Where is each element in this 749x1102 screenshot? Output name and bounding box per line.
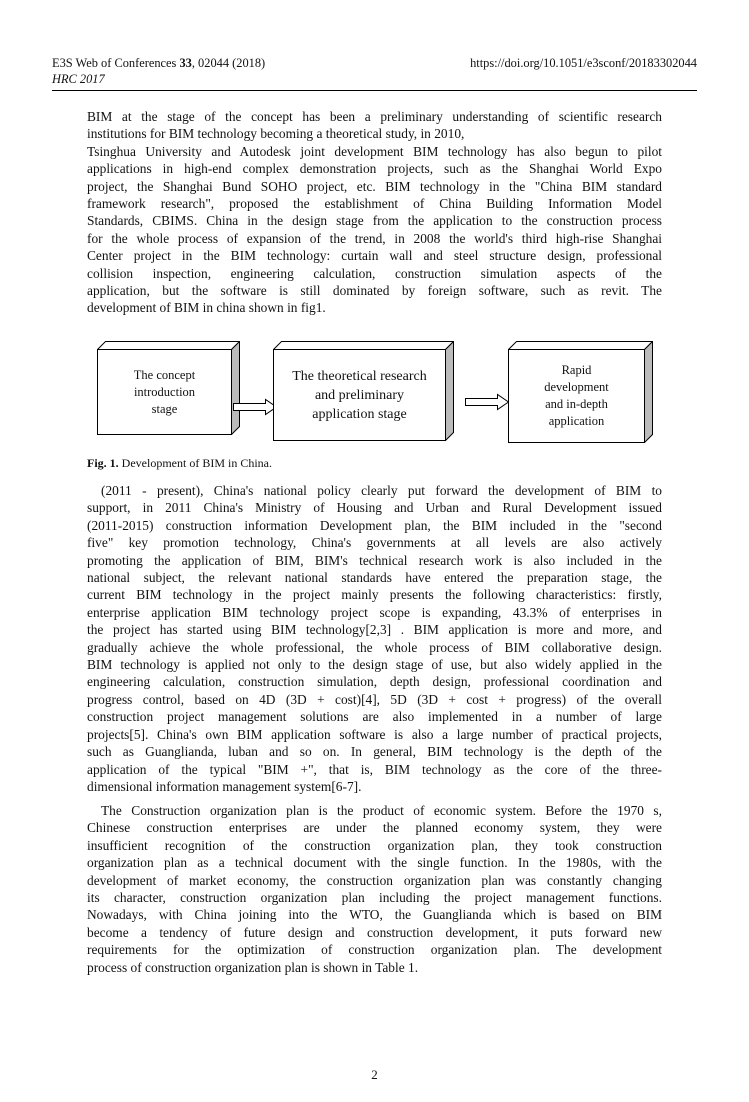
text-line: The Construction organization plan is the product of economic system. Before the 1970 s, (101, 803, 662, 818)
text-line: become a tendency of future design and construction development, it puts forward new (87, 924, 662, 940)
text-line: Standards, CBIMS. China in the design stage from the application to the construction process (87, 213, 662, 229)
text-line: project, the Shanghai Bund SOHO project, etc. BIM technology in the "China BIM standard (87, 178, 662, 194)
stage-box-rapid (508, 341, 653, 443)
box-line: and in-depth (545, 397, 608, 411)
paragraph-2 (87, 482, 662, 795)
text-line: (2011 - present), China's national policy clearly put forward the development of BIM to (101, 483, 662, 498)
text-line: process of construction organization plan is shown in Table 1. (87, 959, 419, 975)
text-line: BIM technology is applied not only to the design stage of use, but also widely applied in the (87, 657, 662, 673)
text-line: progress control, based on 4D (3D + cost)[4], 5D (3D + cost + progress) of the overall (87, 691, 662, 707)
text-line: promoting the application of BIM, BIM's technical research work is also included in the (87, 552, 662, 568)
box-line: The theoretical research (292, 368, 427, 384)
box-line: The concept (133, 367, 196, 382)
box-line: application stage (312, 406, 407, 422)
box-label (508, 349, 645, 443)
stage-box-concept (97, 341, 240, 435)
text-line: (2011-2015) construction information Development plan, the BIM included in the "second (87, 517, 662, 533)
text-line: projects[5]. China's own BIM application software is also a large number of practical projects, (87, 726, 662, 742)
text-line: national subject, the relevant national standards have entered the preparation stage, the (87, 570, 662, 586)
page-number: 2 (371, 1067, 378, 1082)
text-line: Tsinghua University and Autodesk joint development BIM technology has also begun to pilot (87, 143, 662, 159)
text-line: institutions for BIM technology becoming a theoretical study, in 2010, (87, 126, 465, 142)
text-line: construction project management solutions are also implemented in a number of large (87, 709, 662, 725)
text-line: development of market economy, the construction organization plan was constantly changing (87, 872, 662, 888)
text-line: five" key promotion technology, China's governments at all levels are also actively (87, 535, 662, 551)
stage-box-theoretical (273, 341, 454, 441)
text-line: organization plan as a technical document with the single function. In the 1980s, with the (87, 855, 662, 871)
text-line: engineering calculation, construction simulation, depth design, professional coordination and (87, 674, 662, 690)
text-line: requirements for the optimization of construction organization plan. The development (87, 942, 662, 958)
text-line: framework research", proposed the establishment of China Building Information Model (87, 196, 662, 212)
box-line: and preliminary (314, 387, 404, 403)
text-line: insufficient recognition of the construction organization plan, they took construction (87, 837, 662, 853)
box-line: introduction (133, 384, 196, 399)
caption-label: Fig. 1. (87, 456, 119, 470)
journal-article: , 02044 (2018) (191, 56, 266, 70)
text-line: applications in high-end complex demonstration projects, such as the Shanghai World Expo (87, 161, 662, 177)
box-line: stage (151, 401, 178, 416)
journal-citation (52, 55, 265, 71)
box-label (273, 349, 446, 441)
text-line: enterprise application BIM technology project scope is expanding, 43.3% of enterprises in (87, 604, 662, 620)
box-line: development (544, 380, 609, 394)
text-line: Nowadays, with China joining into the WTO, the Guanglianda which is based on BIM (87, 907, 662, 923)
text-line: BIM at the stage of the concept has been a preliminary understanding of scientific research (87, 109, 662, 124)
conference-name: HRC 2017 (52, 72, 105, 86)
doi-link[interactable]: https://doi.org/10.1051/e3sconf/20183302044 (470, 56, 697, 70)
text-line: Chinese construction enterprises are under the planned economy system, they were (87, 820, 662, 836)
arrow-icon (233, 398, 278, 416)
paragraph-3 (87, 802, 662, 976)
caption-text: Development of BIM in China. (118, 456, 272, 470)
text-line: its character, construction organization plan including the project management functions. (87, 890, 662, 906)
text-line: dimensional information management system[6-7]. (87, 778, 362, 794)
text-line: current BIM technology in the project mainly presents the following characteristics: firstly, (87, 587, 662, 603)
box-line: application (548, 414, 605, 428)
journal-volume: 33 (179, 56, 192, 70)
box-line: Rapid (561, 363, 592, 377)
header-rule (52, 90, 697, 91)
text-line: application, but the software is still dominated by foreign software, such as revit. The (87, 283, 662, 299)
arrow-icon (465, 393, 510, 411)
paragraph-1 (87, 108, 662, 317)
box-label (97, 349, 232, 435)
text-line: application of the typical "BIM +", that is, BIM technology as the core of the three- (87, 761, 662, 777)
text-line: for the whole process of expansion of the trend, in 2008 the world's third high-rise Shanghai (87, 230, 662, 246)
text-line: gradually achieve the whole professional, the whole process of BIM collaborative design. (87, 639, 662, 655)
text-line: support, in 2011 China's Ministry of Housing and Urban and Rural Development issued (87, 500, 662, 516)
text-line: such as Guanglianda, luban and so on. In general, BIM technology is the depth of the (87, 744, 662, 760)
figure-caption (87, 456, 272, 471)
text-line: the project has started using BIM technology[2,3] . BIM application is more and more, and (87, 622, 662, 638)
text-line: development of BIM in china shown in fig1. (87, 300, 326, 316)
text-line: Center project in the BIM technology: curtain wall and steel structure design, professional (87, 248, 662, 264)
text-line: collision inspection, engineering calculation, construction simulation aspects of the (87, 265, 662, 281)
journal-prefix: E3S Web of Conferences (52, 56, 180, 70)
